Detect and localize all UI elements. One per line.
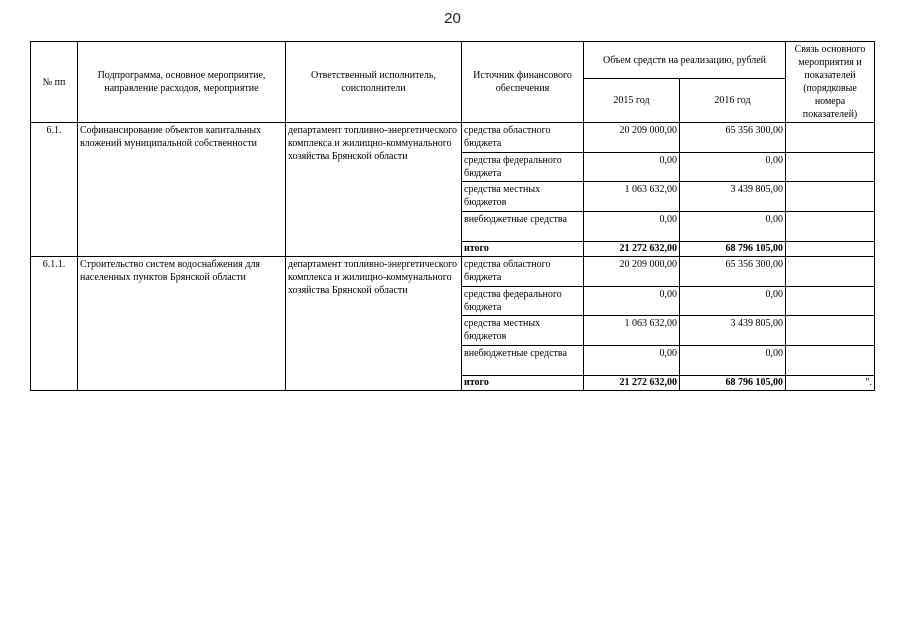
indicator-link-cell	[786, 316, 875, 346]
budget-table	[30, 41, 875, 391]
section-program: Строительство систем водоснабжения для населенных пунктов Брянской области	[78, 257, 286, 391]
section-executor: департамент топливно-энергетического комплекса и жилищно-коммунального хозяйства Брянской области	[286, 257, 462, 391]
indicator-link-cell	[786, 242, 875, 257]
amount-2015-cell: 0,00	[584, 212, 680, 242]
section-number: 6.1.	[31, 123, 78, 257]
amount-2016-cell: 3 439 805,00	[680, 182, 786, 212]
indicator-link-cell	[786, 182, 875, 212]
source-cell: итого	[462, 242, 584, 257]
table-row	[31, 257, 875, 287]
amount-2015-cell: 21 272 632,00	[584, 242, 680, 257]
header-program: Подпрограмма, основное мероприятие, направление расходов, мероприятие	[78, 42, 286, 123]
section-program: Софинансирование объектов капитальных вложений муниципальной собственности	[78, 123, 286, 257]
header-source: Источник финансового обеспечения	[462, 42, 584, 123]
header-executor: Ответственный исполнитель, соисполнители	[286, 42, 462, 123]
source-cell: внебюджетные средства	[462, 346, 584, 376]
header-volume: Объем средств на реализацию, рублей	[584, 42, 786, 79]
indicator-link-cell	[786, 257, 875, 287]
indicator-link-cell: ".	[786, 376, 875, 391]
amount-2016-cell: 65 356 300,00	[680, 257, 786, 287]
amount-2016-cell: 68 796 105,00	[680, 376, 786, 391]
section-executor: департамент топливно-энергетического комплекса и жилищно-коммунального хозяйства Брянской области	[286, 123, 462, 257]
indicator-link-cell	[786, 346, 875, 376]
source-cell: средства федерального бюджета	[462, 287, 584, 316]
indicator-link-cell	[786, 153, 875, 182]
header-year-2015: 2015 год	[584, 79, 680, 123]
amount-2015-cell: 20 209 000,00	[584, 257, 680, 287]
amount-2016-cell: 65 356 300,00	[680, 123, 786, 153]
amount-2016-cell: 3 439 805,00	[680, 316, 786, 346]
amount-2015-cell: 1 063 632,00	[584, 182, 680, 212]
amount-2015-cell: 0,00	[584, 153, 680, 182]
amount-2015-cell: 0,00	[584, 287, 680, 316]
amount-2016-cell: 0,00	[680, 287, 786, 316]
amount-2016-cell: 0,00	[680, 153, 786, 182]
source-cell: средства местных бюджетов	[462, 182, 584, 212]
source-cell: средства областного бюджета	[462, 257, 584, 287]
indicator-link-cell	[786, 123, 875, 153]
amount-2015-cell: 1 063 632,00	[584, 316, 680, 346]
header-year-2016: 2016 год	[680, 79, 786, 123]
source-cell: средства местных бюджетов	[462, 316, 584, 346]
source-cell: итого	[462, 376, 584, 391]
amount-2016-cell: 0,00	[680, 212, 786, 242]
source-cell: внебюджетные средства	[462, 212, 584, 242]
indicator-link-cell	[786, 287, 875, 316]
source-cell: средства федерального бюджета	[462, 153, 584, 182]
section-number: 6.1.1.	[31, 257, 78, 391]
amount-2015-cell: 20 209 000,00	[584, 123, 680, 153]
header-num: № пп	[31, 42, 78, 123]
indicator-link-cell	[786, 212, 875, 242]
header-link: Связь основного мероприятия и показателей (порядковые номера показателей)	[786, 42, 875, 123]
source-cell: средства областного бюджета	[462, 123, 584, 153]
table-body	[31, 123, 875, 391]
amount-2016-cell: 68 796 105,00	[680, 242, 786, 257]
amount-2016-cell: 0,00	[680, 346, 786, 376]
amount-2015-cell: 0,00	[584, 346, 680, 376]
table-row	[31, 123, 875, 153]
amount-2015-cell: 21 272 632,00	[584, 376, 680, 391]
page-number: 20	[444, 10, 461, 27]
